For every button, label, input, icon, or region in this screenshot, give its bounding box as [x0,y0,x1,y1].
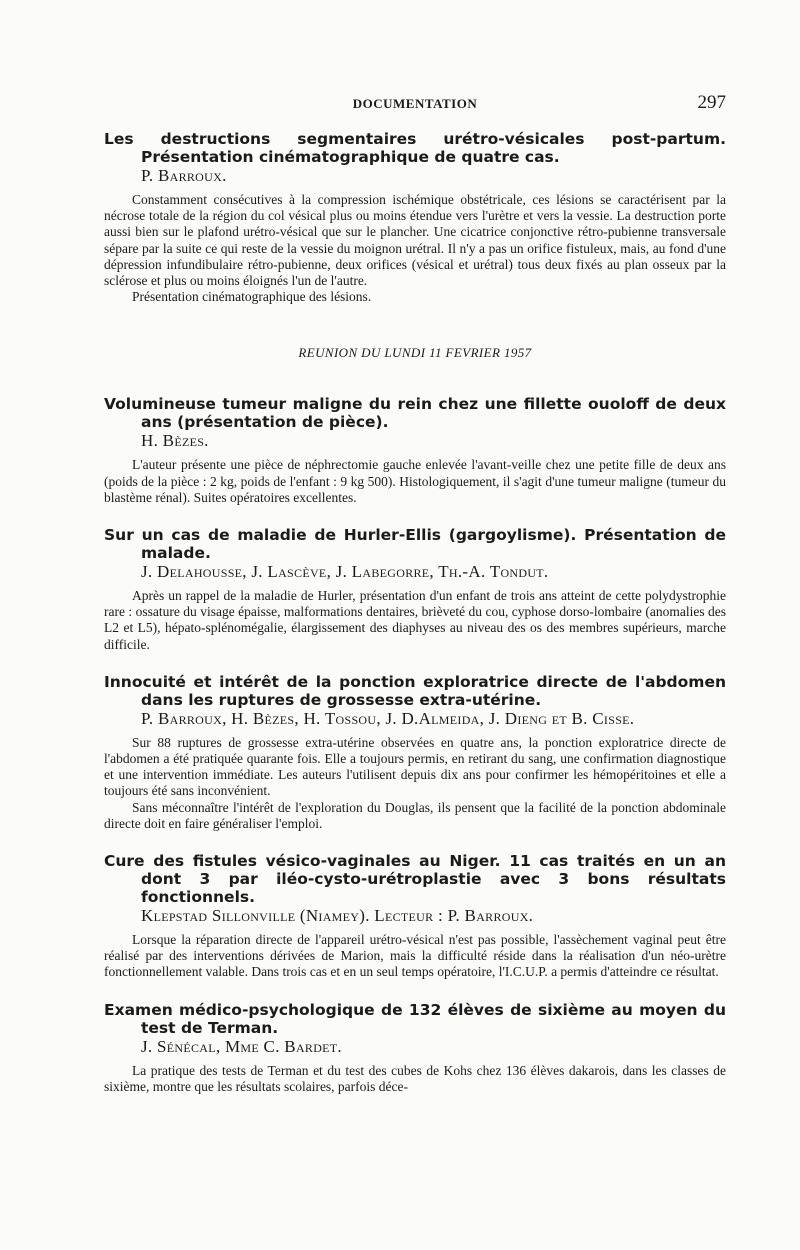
article [104,1001,726,1095]
article-paragraph: Après un rappel de la maladie de Hurler, présentation d'un enfant de trois ans atteint de cette polydystrophie rare : ossature du visage épaisse, malformations dentaires, brièveté du cou, cyphose dorso-lombaire (anomalies des L2 et L5), hépato-splénomégalie, élargissement des diaphyses au niveau des os des membres supérieurs, marche difficile. [104,588,726,652]
article-title: Volumineuse tumeur maligne du rein chez une fillette ouoloff de deux ans (présentation de pièce). [104,395,726,432]
article-authors: J. Delahousse, J. Lascève, J. Labegorre, Th.-A. Tondut. [141,562,549,582]
page-header [104,92,726,116]
running-head: DOCUMENTATION [352,96,478,111]
article-paragraph: Sans méconnaître l'intérêt de l'exploration du Douglas, ils pensent que la facilité de la ponction abdominale directe doit en faire généraliser l'emploi. [104,799,726,831]
article-title: Examen médico-psychologique de 132 élèves de sixième au moyen du test de Terman. [104,1000,726,1037]
article [104,526,726,653]
article-title: Innocuité et intérêt de la ponction exploratrice directe de l'abdomen dans les ruptures de grossesse extra-utérine. [104,672,726,709]
article-authors: P. Barroux. [141,166,227,185]
article-authors: J. Sénécal, Mme C. Bardet. [141,1036,342,1056]
article-paragraph: La pratique des tests de Terman et du test des cubes de Kohs chez 136 élèves dakarois, dans les classes de sixième, montre que les résultats scolaires, parfois déce- [104,1062,726,1094]
article-authors: H. Bèzes. [141,431,209,451]
article-paragraph: L'auteur présente une pièce de néphrectomie gauche enlevée l'avant-veille chez une petite fille de deux ans (poids de la pièce : 2 kg, poids de l'enfant : 9 kg 500). Histologiquement, il s'agit d'une tumeur maligne (tumeur du blastème rénal). Suites opératoires excellentes. [104,457,726,505]
article-authors: P. Barroux, H. Bèzes, H. Tossou, J. D.Almeida, J. Dieng et B. Cisse. [141,708,635,728]
article-title: Les destructions segmentaires urétro-vésicales post-partum. Présentation cinématographique de quatre cas. [104,130,726,166]
article [104,130,726,305]
meeting-heading: REUNION DU LUNDI 11 FEVRIER 1957 [298,345,532,361]
article-authors: Klepstad Sillonville (Niamey). Lecteur : P. Barroux. [141,906,534,926]
page-content [104,130,726,1115]
article-paragraph: Sur 88 ruptures de grossesse extra-utérine observées en quatre ans, la ponction exploratrice directe de l'abdomen a été pratiquée quarante fois. Elle a toujours permis, en retirant du sang, une confirmation diagnostique et une intervention immédiate. Les auteurs l'utilisent depuis dix ans pour confirmer les hémopéritoines et elle a toujours été sans inconvénient. [104,734,726,799]
page-number: 297 [697,92,726,113]
article-title: Cure des fistules vésico-vaginales au Niger. 11 cas traités en un an dont 3 par iléo-cysto-urétroplastie avec 3 bons résultats fonctionnels. [104,852,726,907]
article [104,395,726,506]
article-paragraph: Constamment consécutives à la compression ischémique obstétricale, ces lésions se caractérisent par la nécrose totale de la région du col vésical plus ou moins étendue vers l'urètre et vers la vessie. La destruction porte aussi bien sur le plafond urétro-vésical que sur le plancher. Une cicatrice conjonctive rétro-pubienne transversale sépare par la suite ce qui reste de la vessie du moignon urétral. Il n'y a pas un orifice fistuleux, mais, au fond d'une dépression infundibulaire rétro-pubienne, deux orifices (vésical et urétral) tous deux fixés au plan osseux par la sclérose et plus ou moins éloignés l'un de l'autre. [104,192,726,289]
article-title: Sur un cas de maladie de Hurler-Ellis (gargoylisme). Présentation de malade. [104,526,726,563]
article [104,673,726,832]
article-paragraph: Lorsque la réparation directe de l'appareil urétro-vésical n'est pas possible, l'assèchement vaginal peut être réalisé par des interventions dérivées de Marion, mais la difficulté réside dans la réalisation d'un néo-urètre fonctionnellement valable. Dans trois cas et en un seul temps opératoire, l'I.C.U.P. a permis d'atteindre ce résultat. [104,932,726,980]
article [104,852,726,981]
article-paragraph: Présentation cinématographique des lésions. [132,289,372,305]
